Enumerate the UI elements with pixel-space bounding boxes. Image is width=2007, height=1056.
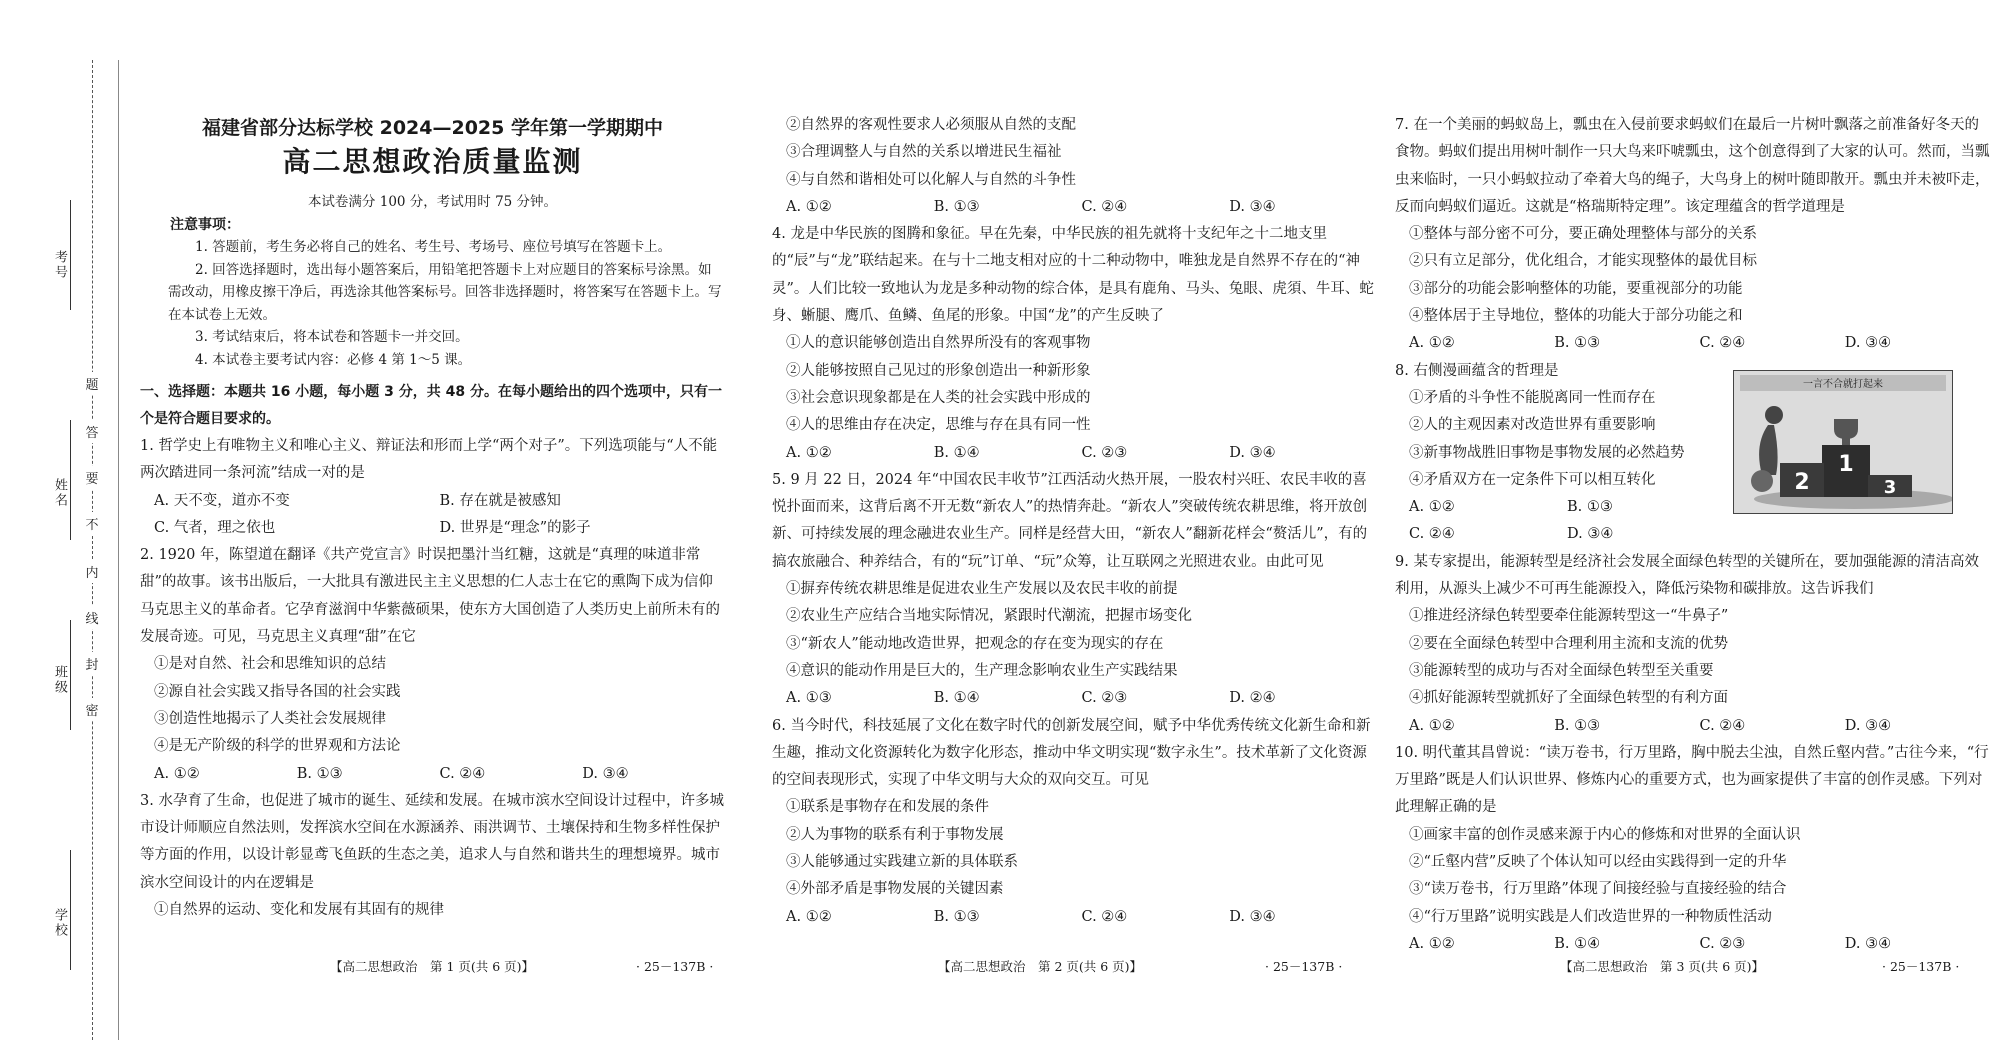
statement: ②人能够按照自己见过的形象创造出一种新形象	[786, 362, 1091, 379]
page-3-code: · 25－137B ·	[1882, 959, 1960, 974]
question-1-options	[140, 488, 725, 515]
option-b: B. ①③	[296, 765, 343, 782]
option-c: C. ②③	[1081, 444, 1128, 461]
option-c: C. ②③	[1081, 690, 1128, 707]
option-a: A. ①②	[1409, 717, 1455, 734]
statement: ①推进经济绿色转型要牵住能源转型这一“牛鼻子”	[1409, 608, 1729, 625]
exam-no-field	[70, 200, 71, 310]
question-8-options	[1395, 521, 1725, 548]
statement: ④整体居于主导地位，整体的功能大于部分功能之和	[1409, 308, 1743, 325]
seal-char: 答	[85, 420, 98, 443]
option-b: B. 存在就是被感知	[439, 492, 561, 509]
statement: ③社会意识现象都是在人类的社会实践中形成的	[786, 389, 1091, 406]
page-3-footer: 【高二思想政治 第 3 页(共 6 页)】	[1560, 959, 1765, 974]
statement: ③新事物战胜旧事物是事物发展的必然趋势	[1409, 444, 1685, 461]
statement: ①矛盾的斗争性不能脱离同一性而存在	[1409, 389, 1656, 406]
statement: ①是对自然、社会和思维知识的总结	[154, 656, 386, 673]
question-1: 1. 哲学史上有唯物主义和唯心主义、辩证法和形而上学“两个对子”。下列选项能与“人不能两次踏进同一条河流”结成一对的是	[140, 438, 718, 482]
option-b: B. ①④	[1554, 935, 1601, 952]
cartoon-banner: 一言不合就打起来	[1803, 379, 1883, 390]
statement: ④意识的能动作用是巨大的，生产理念影响农业生产实践结果	[786, 662, 1178, 679]
cartoon-image	[1733, 370, 1953, 514]
question-8-options	[1395, 494, 1725, 521]
statement: ③“读万卷书，行万里路”体现了间接经验与直接经验的结合	[1409, 881, 1787, 898]
statement: ③部分的功能会影响整体的功能，要重视部分的功能	[1409, 280, 1743, 297]
page-2-code: · 25－137B ·	[1265, 959, 1343, 974]
statement: ①人的意识能够创造出自然界所没有的客观事物	[786, 335, 1091, 352]
question-9: 9. 某专家提出，能源转型是经济社会发展全面绿色转型的关键所在，要加强能源的清洁高效利用，从源头上减少不可再生能源投入，降低污染物和碳排放。这告诉我们	[1395, 553, 1979, 598]
seal-char: 封	[85, 652, 98, 675]
question-5: 5. 9 月 22 日，2024 年“中国农民丰收节”江西活动火热开展，一股农村兴旺、农民丰收的喜悦扑面而来，这背后离不开无数“新农人”的热情奔赴。“新农人”突破传统农耕思维，将开放创新、可持续发展的理念融进农业生产。同样是经营大田，“新农人”翻新花样会“赘活儿”，有的搞农旅融合、种养结合，有的“玩”订单、“玩”众筹，让互联网之光照进农业。由此可见	[772, 471, 1368, 570]
name-label: 姓名	[52, 478, 67, 508]
question-1-options	[140, 515, 725, 542]
cartoon-drawing	[1734, 371, 1952, 513]
question-7-options	[1395, 330, 1990, 357]
page-2	[772, 112, 1377, 931]
page-1-code: · 25－137B ·	[636, 959, 714, 974]
option-a: A. ①②	[1409, 935, 1455, 952]
section-heading: 一、选择题：本题共 16 小题，每小题 3 分，共 48 分。在每小题给出的四个选项中，只有一个是符合题目要求的。	[140, 384, 722, 427]
option-b: B. ①③	[1554, 335, 1601, 352]
podium-label: 2	[1794, 470, 1810, 495]
option-c: C. ②③	[1699, 935, 1746, 952]
option-c: C. ②④	[1081, 198, 1128, 215]
question-2-options	[140, 761, 725, 788]
option-d: D. ③④	[1567, 526, 1614, 543]
statement: ③“新农人”能动地改造世界，把观念的存在变为现实的存在	[786, 635, 1164, 652]
question-3: 3. 水孕育了生命，也促进了城市的诞生、延续和发展。在城市滨水空间设计过程中，许多城市设计师顺应自然法则，发挥滨水空间在水源涵养、雨洪调节、土壤保持和生物多样性保护等方面的作用，以设计彰显鸢飞鱼跃的生态之美，追求人与自然和谐共生的理想境界。城市滨水空间设计的内在逻辑是	[140, 792, 724, 891]
statement: ①自然界的运动、变化和发展有其固有的规律	[154, 902, 444, 919]
page-1	[140, 110, 725, 924]
option-b: B. ①③	[933, 198, 980, 215]
option-a: A. ①③	[786, 690, 832, 707]
option-b: B. ①③	[1554, 717, 1601, 734]
statement: ②“丘壑内营”反映了个体认知可以经由实践得到一定的升华	[1409, 854, 1787, 871]
option-a: A. ①②	[786, 444, 832, 461]
class-field	[70, 620, 71, 730]
statement: ④抓好能源转型就抓好了全面绿色转型的有利方面	[1409, 690, 1728, 707]
note-item: 1. 答题前，考生务必将自己的姓名、考生号、考场号、座位号填写在答题卡上。	[195, 239, 672, 255]
statement: ③创造性地揭示了人类社会发展规律	[154, 710, 386, 727]
statement: ①整体与部分密不可分，要正确处理整体与部分的关系	[1409, 226, 1757, 243]
name-field	[70, 420, 71, 540]
question-6: 6. 当今时代，科技延展了文化在数字时代的创新发展空间，赋予中华优秀传统文化新生命和新生趣，推动文化资源转化为数字化形态，推动中华文明实现“数字永生”。技术革新了文化资源的空间表现形式，实现了中华文明与大众的双向交互。可见	[772, 717, 1371, 789]
option-a: A. ①②	[154, 765, 200, 782]
binding-strip	[0, 0, 130, 1056]
statement: ④矛盾双方在一定条件下可以相互转化	[1409, 471, 1656, 488]
seal-char: 不	[85, 512, 98, 535]
option-d: D. 世界是“理念”的影子	[439, 519, 591, 536]
statement: ①联系是事物存在和发展的条件	[786, 799, 989, 816]
statement: ①画家丰富的创作灵感来源于内心的修炼和对世界的全面认识	[1409, 826, 1801, 843]
page-1-footer: 【高二思想政治 第 1 页(共 6 页)】	[330, 959, 535, 974]
option-c: C. ②④	[1081, 908, 1128, 925]
note-item: 3. 考试结束后，将本试卷和答题卡一并交回。	[195, 329, 469, 345]
class-label: 班级	[52, 665, 67, 695]
question-4-options	[772, 440, 1377, 467]
option-d: D. ③④	[1229, 908, 1276, 925]
question-7: 7. 在一个美丽的蚂蚁岛上，瓢虫在入侵前要求蚂蚁们在最后一片树叶飘落之前准备好冬天的食物。蚂蚁们提出用树叶制作一只大鸟来吓唬瓢虫，这个创意得到了大家的认可。然而，当瓢虫来临时，一只小蚂蚁拉动了牵着大鸟的绳子，大鸟身上的树叶随即散开。瓢虫并未被吓走，反而向蚂蚁们逼近。这就是“格瑞斯特定理”。该定理蕴含的哲学道理是	[1395, 117, 1990, 215]
exam-no-label: 考号	[52, 250, 67, 280]
exam-title: 福建省部分达标学校 2024—2025 学年第一学期期中	[202, 117, 663, 139]
question-10: 10. 明代董其昌曾说：“读万卷书，行万里路，胸中脱去尘浊，自然丘壑内营。”古往今来，“行万里路”既是人们认识世界、修炼内心的重要方式，也为画家提供了丰富的创作灵感。下列对此理解正确的是	[1395, 744, 1989, 816]
option-c: C. ②④	[439, 765, 486, 782]
note-item: 2. 回答选择题时，选出每小题答案后，用铅笔把答题卡上对应题目的答案标号涂黑。如需改动，用橡皮擦干净后，再选涂其他答案标号。回答非选择题时，将答案写在答题卡上。写在本试卷上无效。	[168, 261, 722, 323]
option-b: B. ①③	[933, 908, 980, 925]
statement: ③人能够通过实践建立新的具体联系	[786, 854, 1018, 871]
option-c: C. 气者，理之依也	[154, 519, 276, 536]
school-field	[70, 850, 71, 970]
option-d: D. ③④	[1229, 198, 1276, 215]
statement: ②农业生产应结合当地实际情况，紧跟时代潮流，把握市场变化	[786, 608, 1192, 625]
notes-heading: 注意事项：	[170, 217, 240, 233]
statement: ②人为事物的联系有利于事物发展	[786, 826, 1004, 843]
option-a: A. ①②	[1409, 335, 1455, 352]
seal-char: 要	[85, 466, 98, 489]
option-a: A. ①②	[1409, 499, 1455, 516]
statement: ①摒弃传统农耕思维是促进农业生产发展以及农民丰收的前提	[786, 581, 1178, 598]
statement: ②要在全面绿色转型中合理利用主流和支流的优势	[1409, 635, 1728, 652]
seal-char: 题	[85, 372, 98, 395]
option-d: D. ②④	[1229, 690, 1276, 707]
option-d: D. ③④	[1844, 935, 1892, 952]
statement: ③合理调整人与自然的关系以增进民生福祉	[786, 144, 1062, 161]
question-4: 4. 龙是中华民族的图腾和象征。早在先秦，中华民族的祖先就将十支纪年之十二地支里的“辰”与“龙”联结起来。在与十二地支相对应的十二种动物中，唯独龙是自然界不存在的“神灵”。人们比较一致地认为龙是多种动物的综合体，是具有鹿角、马头、兔眼、虎須、牛耳、蛇身、蜥腿、鹰爪、鱼鳞、鱼尾的形象。中国“龙”的产生反映了	[772, 226, 1374, 325]
statement: ④外部矛盾是事物发展的关键因素	[786, 881, 1004, 898]
statement: ④“行万里路”说明实践是人们改造世界的一种物质性活动	[1409, 908, 1772, 925]
school-label: 学校	[52, 908, 67, 938]
statement: ④人的思维由存在决定，思维与存在具有同一性	[786, 417, 1091, 434]
option-c: C. ②④	[1699, 335, 1746, 352]
exam-info: 本试卷满分 100 分，考试用时 75 分钟。	[307, 194, 558, 210]
page-3	[1395, 112, 1990, 958]
question-3-options	[772, 194, 1377, 221]
option-a: A. ①②	[786, 908, 832, 925]
option-d: D. ③④	[1844, 335, 1892, 352]
statement: ④是无产阶级的科学的世界观和方法论	[154, 738, 401, 755]
margin-line	[118, 60, 119, 1040]
option-a: A. 天不变，道亦不变	[154, 492, 290, 509]
option-a: A. ①②	[786, 198, 832, 215]
seal-char: 内	[85, 560, 98, 583]
statement: ②人的主观因素对改造世界有重要影响	[1409, 417, 1656, 434]
seal-line	[92, 60, 93, 1040]
question-2: 2. 1920 年，陈望道在翻译《共产党宣言》时误把墨汁当红糖，这就是“真理的味道非常甜”的故事。该书出版后，一大批具有激进民主主义思想的仁人志士在它的熏陶下成为信仰马克思主义的革命者。它孕育滋润中华紫薇硕果，使东方大国创造了人类历史上前所未有的发展奇迹。可见，马克思主义真理“甜”在它	[140, 547, 720, 646]
option-d: D. ③④	[582, 765, 629, 782]
question-8: 8. 右侧漫画蕴含的哲理是	[1395, 362, 1559, 379]
page-2-footer: 【高二思想政治 第 2 页(共 6 页)】	[938, 959, 1143, 974]
statement: ②只有立足部分，优化组合，才能实现整体的最优目标	[1409, 253, 1757, 270]
podium-label: 3	[1883, 477, 1897, 498]
statement: ③能源转型的成功与否对全面绿色转型至关重要	[1409, 662, 1714, 679]
question-10-options	[1395, 931, 1990, 958]
podium-label: 1	[1838, 452, 1854, 477]
exam-subject-title: 高二思想政治质量监测	[282, 145, 583, 178]
option-c: C. ②④	[1699, 717, 1746, 734]
option-d: D. ③④	[1844, 717, 1892, 734]
question-5-options	[772, 685, 1377, 712]
statement: ②源自社会实践又指导各国的社会实践	[154, 683, 401, 700]
question-9-options	[1395, 713, 1990, 740]
option-b: B. ①③	[1567, 499, 1613, 516]
note-item: 4. 本试卷主要考试内容：必修 4 第 1～5 课。	[195, 351, 472, 368]
option-c: C. ②④	[1409, 526, 1455, 543]
question-6-options	[772, 904, 1377, 931]
statement: ④与自然和谐相处可以化解人与自然的斗争性	[786, 171, 1076, 188]
seal-char: 线	[85, 606, 98, 629]
option-d: D. ③④	[1229, 444, 1276, 461]
option-b: B. ①④	[933, 690, 980, 707]
seal-char: 密	[85, 698, 98, 721]
question-8-block	[1395, 358, 1725, 549]
statement: ②自然界的客观性要求人必须服从自然的支配	[786, 117, 1076, 133]
option-b: B. ①④	[933, 444, 980, 461]
